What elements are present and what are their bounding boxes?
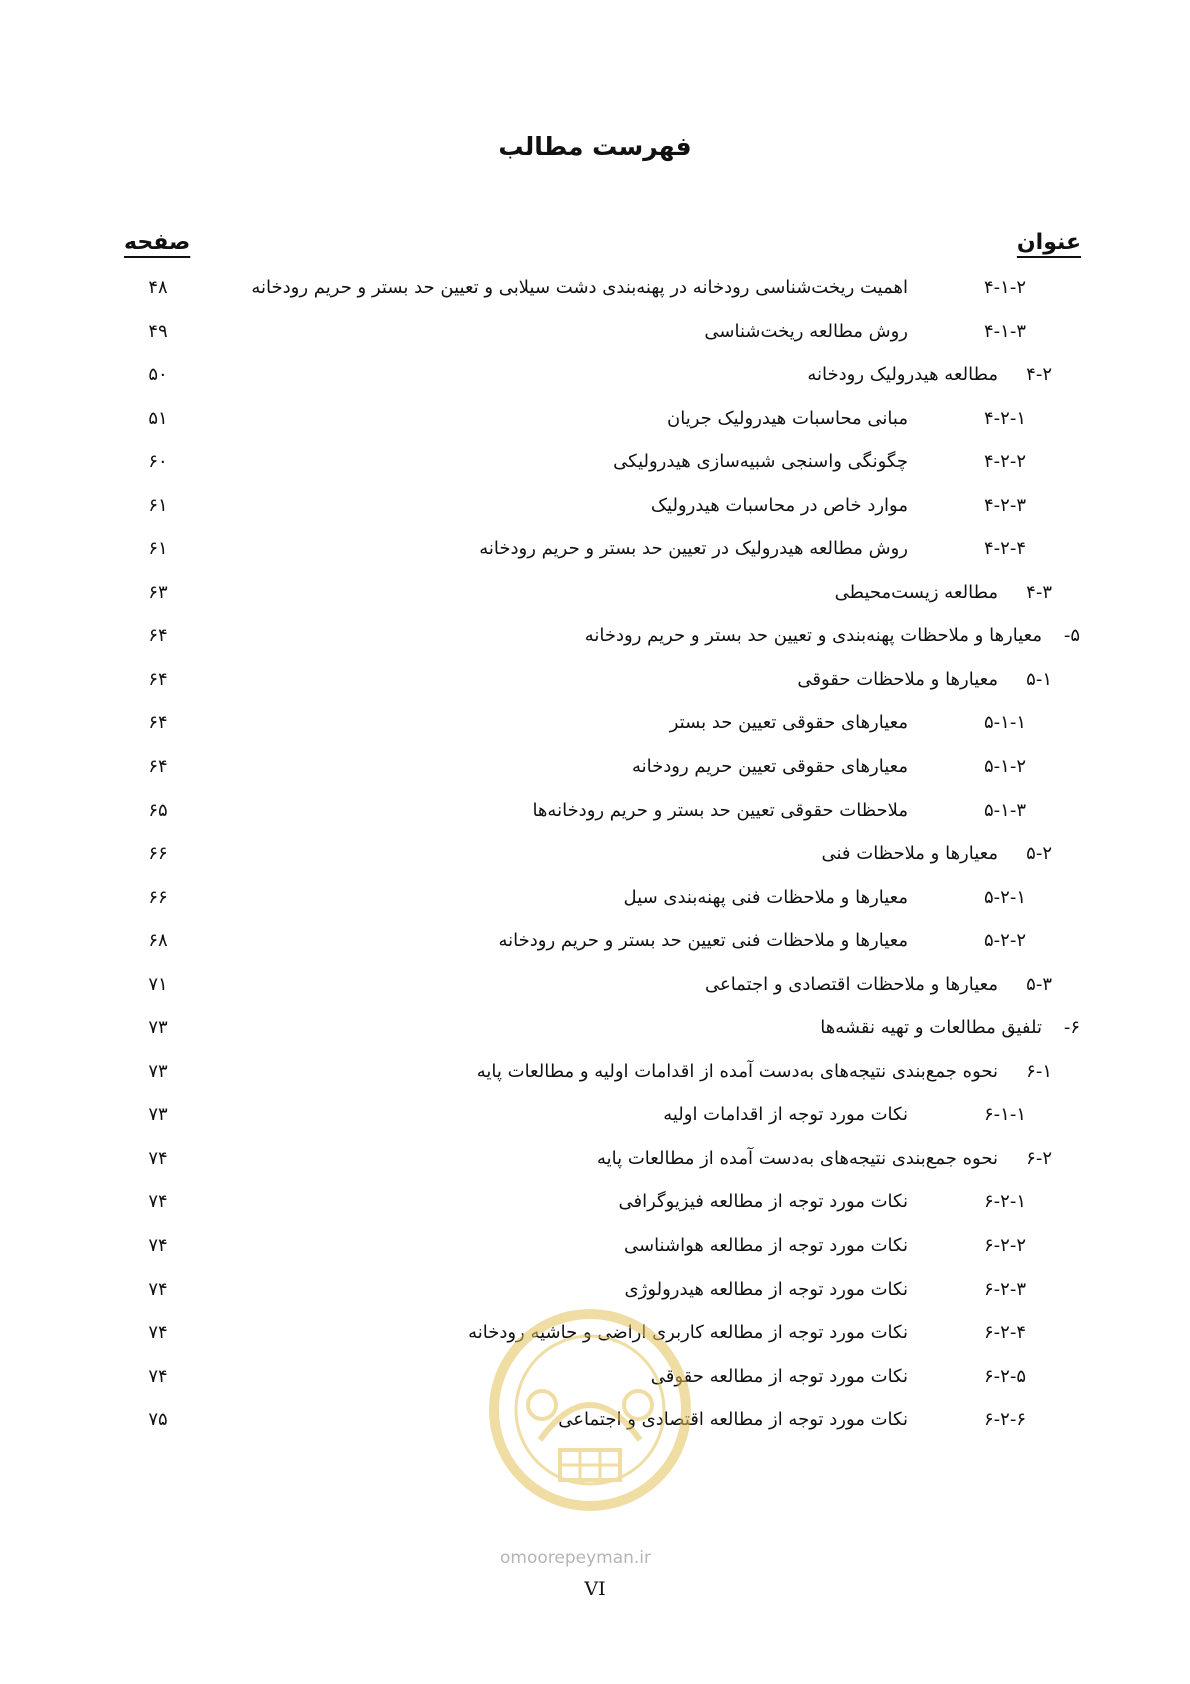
toc-entry-title: روش مطالعه ریخت‌شناسی bbox=[704, 320, 908, 342]
toc-entry-title: نکات مورد توجه از مطالعه اقتصادی و اجتماعی bbox=[558, 1409, 908, 1431]
toc-entry-number: ۶-۲-۶ bbox=[984, 1409, 1026, 1431]
toc-entry-page: ۷۴ bbox=[148, 1322, 168, 1344]
toc-entry bbox=[0, 797, 1190, 841]
toc-entry-title: نکات مورد توجه از مطالعه فیزیوگرافی bbox=[618, 1191, 908, 1213]
toc-entry-number: ۵-۳ bbox=[1026, 973, 1052, 995]
toc-entry bbox=[0, 535, 1190, 579]
toc-entry-page: ۶۱ bbox=[148, 494, 168, 516]
toc-entry-page: ۶۶ bbox=[148, 843, 168, 865]
toc-entry-number: ۶-۲ bbox=[1026, 1147, 1052, 1169]
toc-entry-page: ۴۹ bbox=[148, 320, 168, 342]
toc-entry bbox=[0, 971, 1190, 1015]
toc-entry-page: ۶۴ bbox=[148, 756, 168, 778]
toc-entry bbox=[0, 840, 1190, 884]
toc-entry-page: ۶۸ bbox=[148, 930, 168, 952]
toc-entry-title: موارد خاص در محاسبات هیدرولیک bbox=[650, 494, 908, 516]
toc-entry-title: تلفیق مطالعات و تهیه نقشه‌ها bbox=[820, 1017, 1042, 1039]
toc-entry-number: ۴-۳ bbox=[1026, 581, 1052, 603]
column-header-title: عنوان bbox=[1016, 230, 1081, 255]
toc-entry-page: ۷۳ bbox=[148, 1060, 168, 1082]
toc-entry-number: ۶- bbox=[1063, 1017, 1080, 1039]
table-of-contents bbox=[0, 274, 1190, 1450]
toc-entry-page: ۷۴ bbox=[148, 1365, 168, 1387]
toc-entry-number: ۶-۲-۵ bbox=[984, 1365, 1026, 1387]
toc-entry bbox=[0, 318, 1190, 362]
toc-entry-page: ۶۳ bbox=[148, 581, 168, 603]
toc-entry bbox=[0, 753, 1190, 797]
toc-entry-number: ۶-۲-۳ bbox=[984, 1278, 1026, 1300]
toc-entry-number: ۶-۱ bbox=[1026, 1060, 1052, 1082]
toc-entry-number: ۴-۲-۲ bbox=[984, 451, 1026, 473]
toc-entry-page: ۶۱ bbox=[148, 538, 168, 560]
toc-entry-title: نکات مورد توجه از اقدامات اولیه bbox=[663, 1104, 908, 1126]
toc-entry-page: ۶۴ bbox=[148, 625, 168, 647]
toc-entry-title: معیارها و ملاحظات فنی تعیین حد بستر و حریم رودخانه bbox=[498, 930, 908, 952]
toc-entry-title: معیارها و ملاحظات فنی پهنه‌بندی سیل bbox=[623, 886, 908, 908]
toc-entry-page: ۷۱ bbox=[148, 973, 168, 995]
toc-entry-number: ۶-۲-۲ bbox=[984, 1235, 1026, 1257]
toc-entry-title: ملاحظات حقوقی تعیین حد بستر و حریم رودخانه‌ها bbox=[532, 799, 908, 821]
toc-entry-number: ۵-۱-۱ bbox=[984, 712, 1026, 734]
toc-entry-number: ۴-۲ bbox=[1026, 364, 1052, 386]
toc-entry-number: ۶-۲-۴ bbox=[984, 1322, 1026, 1344]
toc-entry-title: نکات مورد توجه از مطالعه کاربری اراضی و حاشیه رودخانه bbox=[468, 1322, 908, 1344]
toc-entry-title: معیارهای حقوقی تعیین حد بستر bbox=[669, 712, 908, 734]
toc-entry-number: ۴-۲-۳ bbox=[984, 494, 1026, 516]
toc-entry-title: مطالعه هیدرولیک رودخانه bbox=[807, 364, 998, 386]
toc-entry-page: ۴۸ bbox=[148, 277, 168, 298]
toc-entry-number: ۴-۲-۱ bbox=[984, 407, 1026, 429]
toc-entry bbox=[0, 666, 1190, 710]
toc-entry-number: ۶-۲-۱ bbox=[984, 1191, 1026, 1213]
toc-entry bbox=[0, 1145, 1190, 1189]
toc-entry-number: ۴-۲-۴ bbox=[984, 538, 1026, 560]
toc-entry-title: معیارها و ملاحظات پهنه‌بندی و تعیین حد بستر و حریم رودخانه bbox=[584, 625, 1042, 647]
toc-entry-page: ۷۳ bbox=[148, 1104, 168, 1126]
toc-entry-number: ۵-۱ bbox=[1026, 668, 1052, 690]
toc-entry-number: ۵-۲-۱ bbox=[984, 886, 1026, 908]
toc-entry bbox=[0, 622, 1190, 666]
toc-entry bbox=[0, 1232, 1190, 1276]
toc-entry bbox=[0, 1101, 1190, 1145]
toc-entry bbox=[0, 448, 1190, 492]
toc-entry-title: نحوه جمع‌بندی نتیجه‌های به‌دست آمده از مطالعات پایه bbox=[596, 1147, 998, 1169]
toc-entry bbox=[0, 927, 1190, 971]
toc-entry-title: نکات مورد توجه از مطالعه حقوقی bbox=[650, 1365, 908, 1387]
toc-entry-number: ۴-۱-۳ bbox=[984, 320, 1026, 342]
toc-entry-number: ۴-۱-۲ bbox=[984, 277, 1026, 298]
toc-entry bbox=[0, 709, 1190, 753]
toc-entry-page: ۷۴ bbox=[148, 1191, 168, 1213]
toc-entry-number: ۵-۲ bbox=[1026, 843, 1052, 865]
toc-entry-page: ۶۴ bbox=[148, 712, 168, 734]
toc-entry-page: ۷۴ bbox=[148, 1147, 168, 1169]
toc-entry-number: ۶-۱-۱ bbox=[984, 1104, 1026, 1126]
toc-entry bbox=[0, 274, 1190, 318]
toc-entry bbox=[0, 1188, 1190, 1232]
toc-entry-title: معیارهای حقوقی تعیین حریم رودخانه bbox=[631, 756, 908, 778]
toc-entry bbox=[0, 579, 1190, 623]
toc-entry-title: نکات مورد توجه از مطالعه هیدرولوژی bbox=[624, 1278, 908, 1300]
toc-entry-page: ۵۱ bbox=[148, 407, 168, 429]
toc-entry-title: مبانی محاسبات هیدرولیک جریان bbox=[667, 407, 908, 429]
toc-entry-title: روش مطالعه هیدرولیک در تعیین حد بستر و حریم رودخانه bbox=[479, 538, 908, 560]
page-title: فهرست مطالب bbox=[498, 132, 692, 161]
toc-entry-title: مطالعه زیست‌محیطی bbox=[834, 581, 998, 603]
toc-entry-number: ۵-۱-۲ bbox=[984, 756, 1026, 778]
toc-entry bbox=[0, 884, 1190, 928]
page-number: VI bbox=[584, 1578, 606, 1600]
toc-entry-page: ۶۶ bbox=[148, 886, 168, 908]
toc-entry-number: ۵-۱-۳ bbox=[984, 799, 1026, 821]
toc-entry bbox=[0, 1014, 1190, 1058]
toc-entry-number: ۵-۲-۲ bbox=[984, 930, 1026, 952]
toc-entry-title: نکات مورد توجه از مطالعه هواشناسی bbox=[623, 1235, 908, 1257]
toc-entry-title: معیارها و ملاحظات فنی bbox=[821, 843, 998, 865]
toc-entry bbox=[0, 492, 1190, 536]
toc-entry-title: معیارها و ملاحظات حقوقی bbox=[797, 668, 998, 690]
toc-entry-title: معیارها و ملاحظات اقتصادی و اجتماعی bbox=[704, 973, 998, 995]
toc-entry-page: ۶۵ bbox=[148, 799, 168, 821]
column-header-page: صفحه bbox=[124, 230, 191, 255]
toc-entry-page: ۵۰ bbox=[148, 364, 168, 386]
toc-entry-page: ۶۰ bbox=[148, 451, 168, 473]
toc-entry-number: ۵- bbox=[1063, 625, 1080, 647]
toc-entry bbox=[0, 361, 1190, 405]
toc-entry-title: اهمیت ریخت‌شناسی رودخانه در پهنه‌بندی دشت سیلابی و تعیین حد بستر و حریم رودخانه bbox=[251, 277, 908, 298]
toc-entry-page: ۷۴ bbox=[148, 1278, 168, 1300]
toc-entry-page: ۶۴ bbox=[148, 668, 168, 690]
toc-entry-page: ۷۳ bbox=[148, 1017, 168, 1039]
toc-entry-title: چگونگی واسنجی شبیه‌سازی هیدرولیکی bbox=[613, 451, 908, 473]
toc-entry bbox=[0, 405, 1190, 449]
toc-entry-page: ۷۵ bbox=[148, 1409, 168, 1431]
watermark-site: omoorepeyman.ir bbox=[500, 1548, 652, 1568]
publisher-watermark-seal bbox=[480, 1300, 700, 1520]
toc-entry bbox=[0, 1058, 1190, 1102]
toc-entry-page: ۷۴ bbox=[148, 1235, 168, 1257]
toc-entry-title: نحوه جمع‌بندی نتیجه‌های به‌دست آمده از اقدامات اولیه و مطالعات پایه bbox=[476, 1060, 998, 1082]
